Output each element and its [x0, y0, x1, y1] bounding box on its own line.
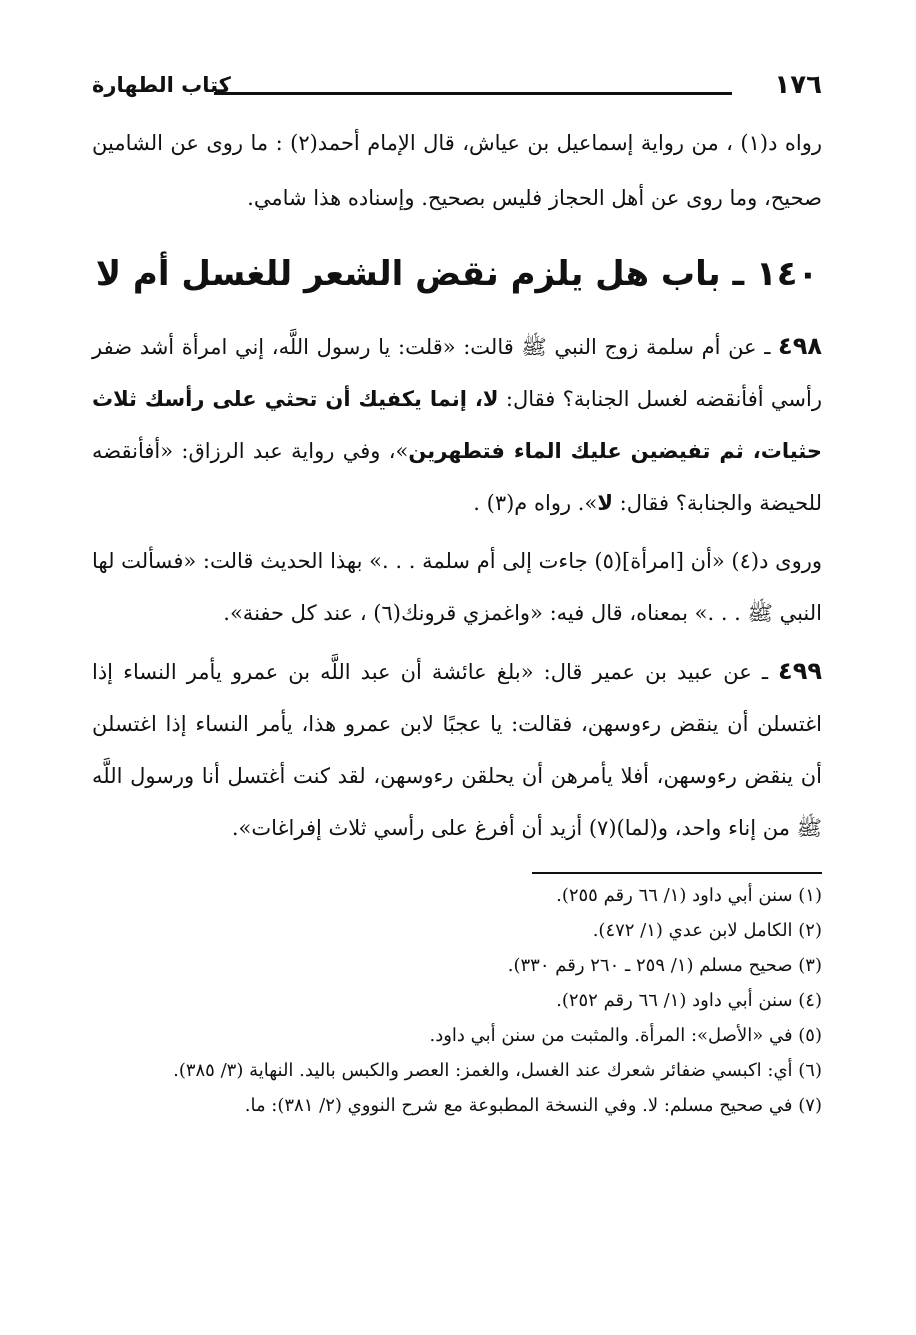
hadith-text: ». رواه م(٣) .: [473, 491, 598, 515]
page-number: ١٧٦: [774, 70, 822, 100]
chapter-title: ١٤٠ ـ باب هل يلزم نقض الشعر للغسل أم لا: [95, 254, 819, 294]
hadith-text: ـ عن أم سلمة زوج النبي ﷺ قالت: «قلت: يا رسول اللَّه، إني امرأة أشد ضفر رأسي أفأنقضه لغسل الجنابة؟ فقال:: [92, 335, 823, 411]
book-page: [92, 60, 822, 1123]
hadith-bold-text: لا: [597, 491, 613, 515]
hadith-text: »، وفي رواية عبد الرزاق: «أفأنقضه للحيضة والجنابة؟ فقال:: [92, 439, 822, 515]
footnote: (٦) أي: اكبسي ضفائر شعرك عند الغسل، والغمز: العصر والكبس باليد. النهاية (٣/ ٣٨٥).: [173, 1060, 822, 1081]
footnote: (٤) سنن أبي داود (١/ ٦٦ رقم ٢٥٢).: [556, 990, 822, 1011]
hadith-number: ٤٩٨: [778, 332, 822, 360]
hadith-bold-text: لا، إنما يكفيك أن تحثي على رأسك ثلاث حثيات، ثم تفيضين عليك الماء فتطهرين: [92, 387, 822, 463]
footnote: (٥) في «الأصل»: المرأة. والمثبت من سنن أبي داود.: [429, 1025, 822, 1046]
footnote: (٧) في صحيح مسلم: لا. وفي النسخة المطبوعة مع شرح النووي (٢/ ٣٨١): ما.: [244, 1095, 822, 1116]
hadith-number: ٤٩٩: [778, 657, 822, 685]
footnote-rule: [532, 872, 822, 874]
footnotes-list: [92, 878, 822, 1123]
book-title: كتاب الطهارة: [92, 73, 231, 97]
footnote: (١) سنن أبي داود (١/ ٦٦ رقم ٢٥٥).: [556, 885, 822, 906]
footnote: (٣) صحيح مسلم (١/ ٢٥٩ ـ ٢٦٠ رقم ٣٣٠).: [507, 955, 822, 976]
hadith-499: [92, 645, 822, 854]
footnote: (٢) الكامل لابن عدي (١/ ٤٧٢).: [592, 920, 822, 941]
hadith-text: ـ عن عبيد بن عمير قال: «بلغ عائشة أن عبد اللَّه بن عمرو يأمر النساء إذا اغتسلن أن ينقض رءوسهن، فقالت: يا عجبًا لابن عمرو هذا، يأمر النساء إذا اغتسلن أن ينقض رءوسهن، أفلا يأمرهن أن يحلقن رءوسهن، لقد كنت أغتسل أنا ورسول اللَّه ﷺ من إناء واحد، و(لما)(٧) أزيد أن أفرغ على رأسي ثلاث إفراغات».: [92, 660, 822, 840]
header-rule: [214, 92, 732, 95]
hadith-498: [92, 320, 822, 529]
running-header: [92, 60, 822, 110]
hadith-498-variant: وروى د(٤) «أن [امرأة](٥) جاءت إلى أم سلمة . . .» بهذا الحديث قالت: «فسألت لها النبي ﷺ . . .» بمعناه، قال فيه: «واغمزي قرونك(٦) ، عند كل حفنة».: [92, 549, 822, 625]
intro-paragraph: رواه د(١) ، من رواية إسماعيل بن عياش، قال الإمام أحمد(٢) : ما روى عن الشامين صحيح، وما روى عن أهل الحجاز فليس بصحيح. وإسناده هذا شامي.: [92, 131, 822, 210]
